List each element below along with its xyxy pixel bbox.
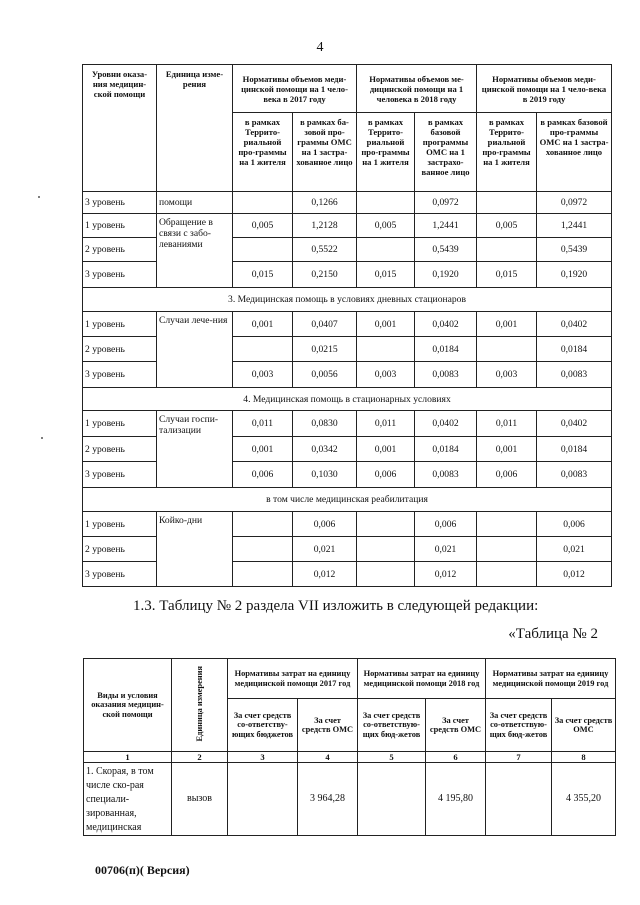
level-cell: 1 уровень xyxy=(83,214,157,238)
document-footer: 00706(п)( Версия) xyxy=(95,863,190,877)
page-number: 4 xyxy=(316,40,324,55)
value-cell: 0,006 xyxy=(537,512,612,537)
value-cell: 1,2128 xyxy=(293,214,357,238)
value-cell: 1,2441 xyxy=(415,214,477,238)
value-cell xyxy=(357,537,415,562)
value-cell: 0,0972 xyxy=(415,192,477,214)
table-row xyxy=(83,192,612,214)
header-level: Уровни оказа-ния медицин-ской помощи xyxy=(83,65,157,192)
level-cell: 3 уровень xyxy=(83,262,157,288)
value-cell: 0,0402 xyxy=(415,312,477,337)
value-cell: 4 355,20 xyxy=(552,763,616,836)
value-cell xyxy=(233,238,293,262)
column-index: 8 xyxy=(552,752,616,763)
value-cell: 0,021 xyxy=(415,537,477,562)
value-cell: 0,006 xyxy=(233,462,293,488)
value-cell xyxy=(233,562,293,587)
header-year-2017: Нормативы затрат на единицу медицинской помощи 2017 год xyxy=(228,659,358,699)
value-cell: 0,0083 xyxy=(537,462,612,488)
value-cell xyxy=(477,562,537,587)
value-cell: 0,001 xyxy=(233,312,293,337)
value-cell: 0,0972 xyxy=(537,192,612,214)
level-cell: 1 уровень xyxy=(83,312,157,337)
column-index: 2 xyxy=(172,752,228,763)
value-cell xyxy=(233,537,293,562)
value-cell: 0,0184 xyxy=(415,437,477,462)
value-cell: 0,0402 xyxy=(537,411,612,437)
value-cell: 0,0083 xyxy=(415,362,477,388)
value-cell xyxy=(228,763,298,836)
cost-standards-table xyxy=(83,658,616,836)
header-oms: За счет средств ОМС xyxy=(552,699,616,752)
value-cell: 0,012 xyxy=(537,562,612,587)
header-budget: За счет средств со-ответству-ющих бюджетов xyxy=(228,699,298,752)
value-cell: 0,005 xyxy=(357,214,415,238)
header-unit: Единица изме-рения xyxy=(157,65,233,192)
header-territorial: в рамках Террито-риальной про-граммы на 1 жителя xyxy=(233,113,293,192)
value-cell: 0,0184 xyxy=(537,337,612,362)
section-heading: 3. Медицинская помощь в условиях дневных стационаров xyxy=(83,288,612,312)
value-cell: 0,003 xyxy=(233,362,293,388)
value-cell: 0,006 xyxy=(477,462,537,488)
value-cell: 0,012 xyxy=(293,562,357,587)
header-year-2018: Нормативы затрат на единицу медицинской помощи 2018 год xyxy=(358,659,486,699)
header-year-2019: Нормативы объемов меди-цинской помощи на 1 чело-века в 2019 году xyxy=(477,65,612,113)
table-2-reference: «Таблица № 2 xyxy=(508,626,598,642)
column-index: 3 xyxy=(228,752,298,763)
level-cell: 3 уровень xyxy=(83,192,157,214)
level-cell: 1 уровень xyxy=(83,411,157,437)
value-cell: 0,0407 xyxy=(293,312,357,337)
header-year-2017: Нормативы объемов меди-цинской помощи на 1 чело-века в 2017 году xyxy=(233,65,357,113)
unit-cell: Случаи лече-ния xyxy=(157,312,233,388)
value-cell: 0,0083 xyxy=(415,462,477,488)
value-cell xyxy=(358,763,426,836)
header-year-2019: Нормативы затрат на единицу медицинской помощи 2019 год xyxy=(486,659,616,699)
header-oms: в рамках базовой программы ОМС на 1 застрахо-ванное лицо xyxy=(415,113,477,192)
value-cell xyxy=(357,192,415,214)
level-cell: 2 уровень xyxy=(83,437,157,462)
value-cell: 0,015 xyxy=(233,262,293,288)
level-cell: 3 уровень xyxy=(83,362,157,388)
value-cell: 0,001 xyxy=(477,312,537,337)
header-types: Виды и условия оказания медицин-ской помощи xyxy=(84,659,172,752)
value-cell xyxy=(477,238,537,262)
value-cell: 0,0184 xyxy=(415,337,477,362)
value-cell: 0,1266 xyxy=(293,192,357,214)
value-cell: 0,006 xyxy=(357,462,415,488)
unit-cell: вызов xyxy=(172,763,228,836)
value-cell xyxy=(477,512,537,537)
scan-speck xyxy=(38,196,40,198)
table-row xyxy=(83,411,612,437)
header-oms: За счет средств ОМС xyxy=(298,699,358,752)
value-cell: 0,011 xyxy=(357,411,415,437)
level-cell: 3 уровень xyxy=(83,462,157,488)
value-cell: 0,006 xyxy=(415,512,477,537)
header-unit xyxy=(172,659,228,752)
section-1-3-heading: 1.3. Таблицу № 2 раздела VII изложить в следующей редакции: xyxy=(133,598,539,614)
value-cell: 0,005 xyxy=(233,214,293,238)
value-cell: 0,015 xyxy=(477,262,537,288)
value-cell: 0,0184 xyxy=(537,437,612,462)
value-cell: 0,0056 xyxy=(293,362,357,388)
level-cell: 2 уровень xyxy=(83,337,157,362)
header-oms: в рамках базовой про-граммы ОМС на 1 застра-хованное лицо xyxy=(537,113,612,192)
unit-cell: помощи xyxy=(157,192,233,214)
unit-cell: Случаи госпи-тализации xyxy=(157,411,233,488)
value-cell: 0,5439 xyxy=(537,238,612,262)
table-row xyxy=(83,312,612,337)
table-row xyxy=(83,214,612,238)
header-year-2018: Нормативы объемов ме-дицинской помощи на 1 человека в 2018 году xyxy=(357,65,477,113)
value-cell: 0,012 xyxy=(415,562,477,587)
level-cell: 2 уровень xyxy=(83,537,157,562)
column-index: 1 xyxy=(84,752,172,763)
care-type-cell: 1. Скорая, в том числе ско-рая специали-зированная, медицинская xyxy=(84,763,172,836)
value-cell: 0,0402 xyxy=(415,411,477,437)
value-cell: 0,0402 xyxy=(537,312,612,337)
value-cell: 0,003 xyxy=(477,362,537,388)
value-cell: 0,1030 xyxy=(293,462,357,488)
value-cell xyxy=(233,337,293,362)
value-cell: 0,001 xyxy=(357,437,415,462)
value-cell: 0,001 xyxy=(357,312,415,337)
header-oms: в рамках ба-зовой про-граммы ОМС на 1 застра-хованное лицо xyxy=(293,113,357,192)
value-cell: 0,0083 xyxy=(537,362,612,388)
value-cell: 0,015 xyxy=(357,262,415,288)
header-territorial: в рамках Террито-риальной про-граммы на 1 жителя xyxy=(357,113,415,192)
table-row xyxy=(84,763,616,836)
header-budget: За счет средств со-ответствую-щих бюд-жетов xyxy=(486,699,552,752)
value-cell xyxy=(357,512,415,537)
value-cell: 0,005 xyxy=(477,214,537,238)
volume-standards-table xyxy=(82,64,612,587)
value-cell xyxy=(357,238,415,262)
value-cell xyxy=(477,192,537,214)
column-index: 4 xyxy=(298,752,358,763)
scan-speck xyxy=(41,437,43,439)
section-heading: в том числе медицинская реабилитация xyxy=(83,488,612,512)
value-cell: 0,021 xyxy=(537,537,612,562)
value-cell: 0,5522 xyxy=(293,238,357,262)
value-cell: 0,001 xyxy=(233,437,293,462)
value-cell xyxy=(357,562,415,587)
value-cell: 0,0342 xyxy=(293,437,357,462)
value-cell: 0,2150 xyxy=(293,262,357,288)
value-cell: 0,011 xyxy=(233,411,293,437)
unit-cell: Койко-дни xyxy=(157,512,233,587)
unit-cell: Обращение в связи с забо-леваниями xyxy=(157,214,233,288)
value-cell xyxy=(233,192,293,214)
value-cell: 0,006 xyxy=(293,512,357,537)
value-cell xyxy=(486,763,552,836)
value-cell: 3 964,28 xyxy=(298,763,358,836)
value-cell: 4 195,80 xyxy=(426,763,486,836)
value-cell: 0,0830 xyxy=(293,411,357,437)
value-cell: 0,1920 xyxy=(415,262,477,288)
column-index: 5 xyxy=(358,752,426,763)
value-cell: 0,001 xyxy=(477,437,537,462)
table-row xyxy=(83,512,612,537)
value-cell: 0,1920 xyxy=(537,262,612,288)
level-cell: 3 уровень xyxy=(83,562,157,587)
column-index: 7 xyxy=(486,752,552,763)
value-cell: 1,2441 xyxy=(537,214,612,238)
header-oms: За счет средств ОМС xyxy=(426,699,486,752)
level-cell: 2 уровень xyxy=(83,238,157,262)
value-cell: 0,011 xyxy=(477,411,537,437)
header-territorial: в рамках Террито-риальной про-граммы на 1 жителя xyxy=(477,113,537,192)
header-budget: За счет средств со-ответствую-щих бюд-жетов xyxy=(358,699,426,752)
value-cell: 0,0215 xyxy=(293,337,357,362)
level-cell: 1 уровень xyxy=(83,512,157,537)
value-cell xyxy=(477,337,537,362)
column-index: 6 xyxy=(426,752,486,763)
value-cell xyxy=(357,337,415,362)
value-cell: 0,021 xyxy=(293,537,357,562)
header-unit-text: Единица измерения xyxy=(195,666,204,742)
value-cell xyxy=(477,537,537,562)
value-cell xyxy=(233,512,293,537)
section-heading: 4. Медицинская помощь в стационарных условиях xyxy=(83,388,612,411)
value-cell: 0,003 xyxy=(357,362,415,388)
value-cell: 0,5439 xyxy=(415,238,477,262)
